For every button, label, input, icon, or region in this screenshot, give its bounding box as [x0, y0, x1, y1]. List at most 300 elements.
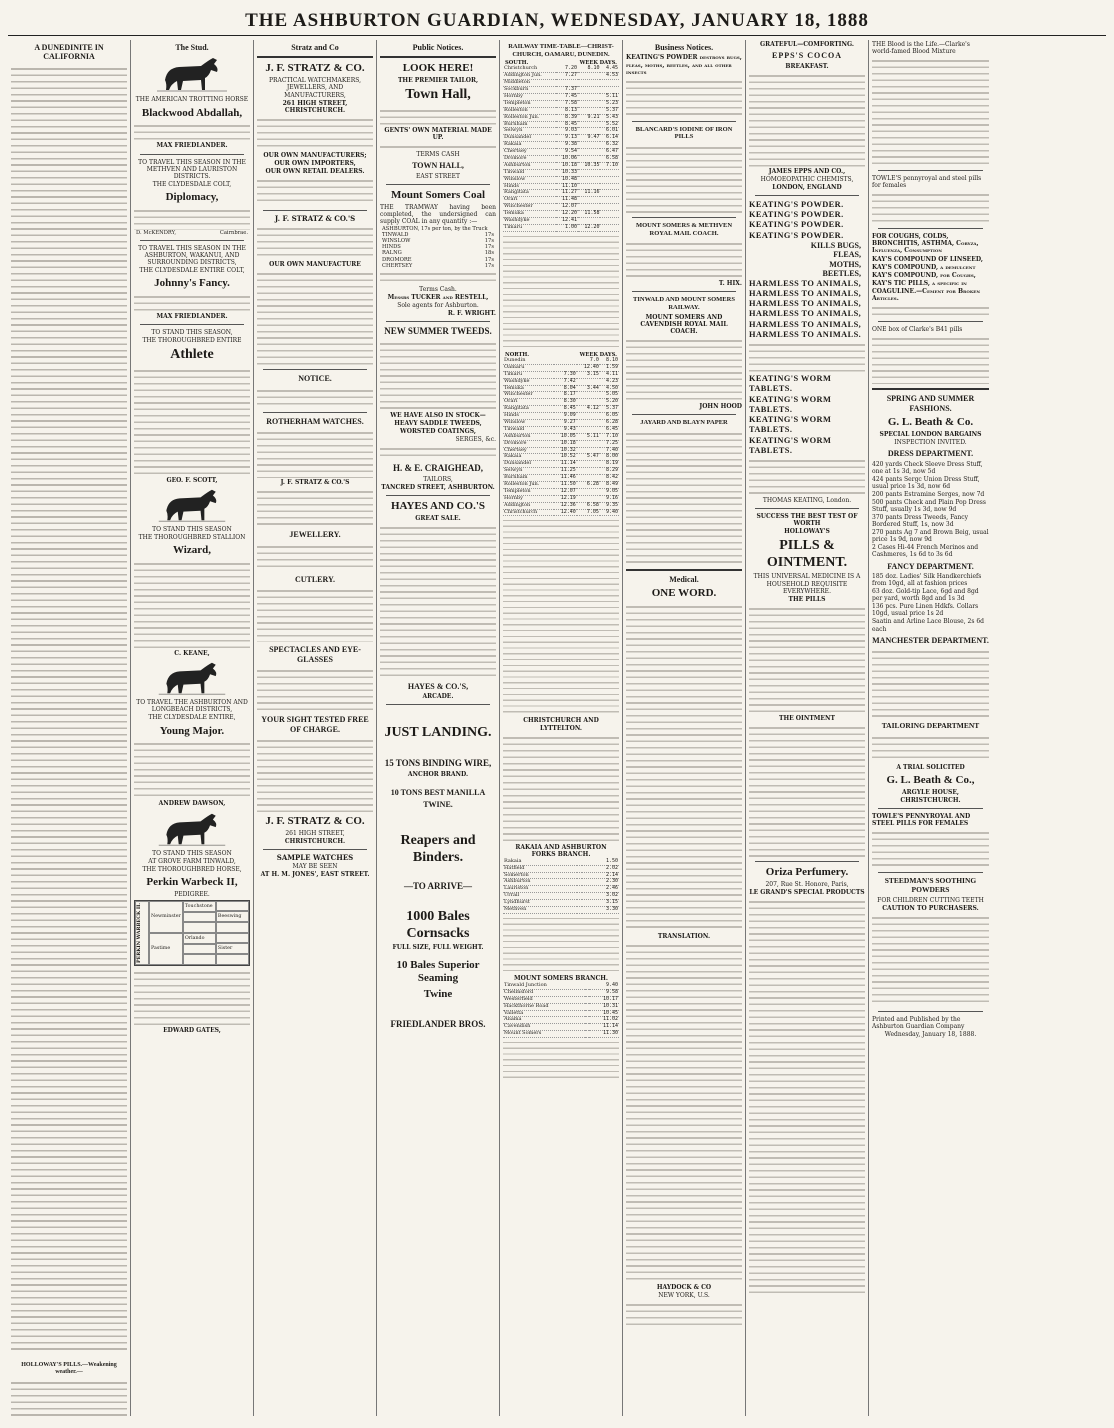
departure-time	[600, 204, 619, 211]
station-name: Rangitata	[503, 190, 556, 197]
harmless-list	[749, 279, 865, 341]
jewellery-heading: JEWELLERY.	[289, 530, 341, 540]
coal-destination: ASHBURTON, 17s per ton, by the Truck	[382, 225, 488, 232]
tailoring-body	[872, 733, 989, 763]
departure-time: 11.50	[554, 481, 577, 488]
fancy-line: 136 pcs. Pure Linen Hdkfs. Collars 10gd, usual price 1s 2d	[872, 603, 979, 618]
divider	[878, 1011, 983, 1012]
coal-price: 18s	[484, 250, 494, 257]
timetable-row	[503, 502, 619, 509]
departure-time: 11.46	[554, 475, 577, 482]
steedman-sub: FOR CHILDREN CUTTING TEETH	[877, 896, 984, 904]
departure-time: 4.50	[600, 385, 619, 392]
keatings-line: KEATING'S POWDER.	[749, 230, 844, 240]
departure-time: 8.42	[600, 475, 619, 482]
gents-material: GENTS' OWN MATERIAL MADE UP.	[384, 127, 492, 142]
divider	[386, 184, 490, 185]
departure-time: 6.45	[600, 426, 619, 433]
station-name: Westerfield	[503, 996, 585, 1003]
stud7-pedigree-label: PEDIGREE.	[174, 890, 210, 898]
pedigree-dam-dam: Sister	[216, 943, 249, 954]
craighead-sub: TAILORS,	[423, 475, 453, 483]
coal-terms: Terms Cash.	[419, 285, 457, 293]
stratz-big-addr: 261 HIGH STREET,	[285, 829, 345, 837]
stratz-heading: Stratz and Co	[291, 43, 339, 52]
coal-destination: HINDS	[382, 244, 401, 251]
divider	[632, 291, 736, 292]
departure-time: 5.43	[600, 114, 619, 121]
station-name: Anama	[503, 1017, 585, 1024]
rotherham-body	[257, 428, 373, 478]
departure-time	[600, 211, 619, 218]
full-size: FULL SIZE, FULL WEIGHT.	[392, 944, 484, 952]
station-name: Hackthorne Road	[503, 1003, 585, 1010]
station-name: Rolleston Jun.	[503, 114, 556, 121]
coal-body	[380, 269, 496, 285]
tramway-notice: THE TRAMWAY having been completed, the undersigned can supply COAL in any quantity :—	[380, 203, 496, 225]
departure-time	[578, 100, 600, 107]
stud7-place: AT GROVE FARM TINWALD,	[148, 857, 236, 865]
coal-agents-sub: Sole agents for Ashburton.	[397, 301, 479, 309]
trial-solicited: A TRIAL SOLICITED	[896, 763, 965, 771]
station-name: Winslow	[503, 419, 554, 426]
tablets-line: KEATING'S WORM TABLETS.	[749, 394, 832, 414]
station-name: Washdyke	[503, 378, 554, 385]
station-name: Templeton	[503, 100, 556, 107]
timetable-row	[503, 1031, 619, 1038]
stud2-title: TO TRAVEL THIS SEASON IN THE METHVEN AND LAURISTON DISTRICTS.	[138, 158, 246, 180]
departure-time: 9.40	[589, 983, 619, 989]
departure-time	[600, 183, 619, 190]
departure-time: 10.18	[554, 440, 577, 447]
rakaia-timetable	[503, 859, 619, 914]
departure-time: 6.58	[577, 502, 600, 509]
hayes-body	[380, 523, 496, 679]
fancy-line: 63 doz. Gold-tip Lace, 6gd and 8gd per yard, worth 8gd and 1s 3d	[872, 588, 979, 603]
friedlander: FRIEDLANDER BROS.	[390, 1019, 486, 1030]
station-name: Washdyke	[503, 218, 556, 225]
stud4-title: TO STAND THIS SEASON,	[151, 329, 233, 337]
tailor-body-2	[380, 142, 496, 150]
towle-2-body	[872, 828, 989, 868]
station-name: Chertsey	[503, 447, 554, 454]
divider	[878, 321, 983, 322]
departure-time: 10.33	[556, 169, 578, 176]
timetable-row	[503, 509, 619, 516]
article-heading: A DUNEDINITE IN CALIFORNIA	[34, 43, 104, 62]
departure-time	[578, 176, 600, 183]
station-name: Dunsandel	[503, 135, 556, 142]
pedigree-cell	[216, 933, 249, 944]
station-name: Middleton	[503, 80, 556, 87]
station-name: Dromore	[503, 440, 554, 447]
pedigree-dam: Pastime	[149, 933, 183, 965]
dress-line: 500 pants Check and Plain Pop Dress Stuff, usually 1s 3d, now 9d	[872, 498, 986, 513]
dress-line: 420 yards Check Sleeve Dress Stuff, one at 1s 3d, now 5d	[872, 460, 983, 475]
departure-time: 9.47	[578, 135, 600, 142]
stratz-firm: J. F. STRATZ & CO.	[265, 62, 365, 75]
departure-time	[578, 149, 600, 156]
station-name: Methven	[503, 906, 577, 913]
departure-time: 2.46	[582, 886, 619, 893]
pills-ointment: PILLS & OINTMENT.	[766, 538, 848, 570]
haydock-address: NEW YORK, U.S.	[658, 1292, 710, 1300]
somers-timetable	[503, 983, 619, 1038]
departure-time: 7.20	[556, 66, 578, 72]
departure-time: 12.41	[556, 218, 578, 225]
tinwald-heading: TINWALD AND MOUNT SOMERS RAILWAY.	[633, 296, 735, 312]
coach-heading: MOUNT SOMERS & METHVEN ROYAL MAIL COACH.	[635, 221, 733, 237]
divider	[632, 121, 736, 122]
pedigree-table	[134, 900, 250, 966]
stud4-name: Athlete	[170, 347, 214, 363]
departure-time: 9.35	[600, 502, 619, 509]
coaguline: COAGULINE.—Cement for Broken Articles.	[872, 287, 981, 302]
divider	[263, 369, 367, 370]
stud3-body	[134, 292, 250, 312]
station-name: Cavendish	[503, 1024, 585, 1031]
coal-price: 17s	[484, 244, 494, 251]
stratz-body-5	[257, 487, 373, 527]
oriza-address: 207, Rue St. Honore, Paris,	[765, 880, 849, 888]
universal-medicine: THIS UNIVERSAL MEDICINE IS A HOUSEHOLD REQUISITE EVERYWHERE.	[753, 573, 861, 595]
departure-time: 8.45	[554, 406, 577, 413]
station-name: Urrall	[503, 893, 577, 900]
departure-time: 10.17	[589, 996, 619, 1003]
jayard-body	[626, 429, 742, 565]
tweeds-body	[380, 339, 496, 411]
departure-time: 8.49	[600, 481, 619, 488]
departure-time: 6.05	[600, 413, 619, 420]
masthead-title: THE ASHBURTON GUARDIAN, WEDNESDAY, JANUARY 18, 1888	[245, 9, 869, 31]
week-days-label: WEEK DAYS.	[579, 60, 617, 67]
station-name: Temuka	[503, 385, 554, 392]
blancard-heading: BLANCARD'S IODINE OF IRON PILLS	[635, 125, 733, 141]
departure-time: 2.02	[582, 865, 619, 872]
binding-wire: 15 TONS BINDING WIRE,	[384, 757, 492, 768]
departure-time: 12.19	[554, 495, 577, 502]
departure-time	[578, 197, 600, 204]
own-make: OUR OWN MANUFACTURE	[269, 261, 361, 269]
spring-fashions: SPRING AND SUMMER FASHIONS.	[886, 394, 975, 413]
timetable-row	[503, 378, 619, 385]
stratz-cos: J. F. STRATZ & CO.'S	[274, 214, 356, 224]
column-7	[746, 40, 869, 1416]
departure-time	[600, 190, 619, 197]
departure-time: 4.12	[577, 406, 600, 413]
harmless-line: HARMLESS TO ANIMALS,	[749, 319, 862, 329]
keating-body	[626, 77, 742, 117]
departure-time: 11.27	[556, 190, 578, 197]
departure-time: 11.14	[554, 461, 577, 468]
departure-time: 5.23	[600, 100, 619, 107]
departure-time: 8.10	[600, 358, 619, 364]
coach-body	[626, 239, 742, 279]
divider	[755, 861, 859, 862]
kays-line: KAY'S COMPOUND, for Coughs,	[872, 271, 976, 279]
the-ointment: THE OINTMENT	[779, 714, 835, 722]
departure-time: 7.58	[556, 100, 578, 107]
notice-heading: NOTICE.	[298, 374, 332, 384]
cavendish-signature: JOHN HOOD	[699, 402, 742, 410]
in-stock: WE HAVE ALSO IN STOCK—	[390, 411, 486, 419]
horse-icon	[157, 810, 227, 848]
horse-icon	[157, 486, 227, 524]
departure-time: 12.07	[556, 204, 578, 211]
station-name: Christchurch	[503, 509, 554, 516]
stud4-body	[134, 366, 250, 476]
double-rule	[380, 56, 496, 58]
stud4-contact: GEO. F. SCOTT,	[166, 477, 218, 484]
sight-body	[257, 736, 373, 812]
coach-signature: T. HIX.	[718, 280, 742, 288]
twine: TWINE.	[423, 800, 453, 810]
towle-pills: TOWLE'S pennyroyal and steel pills for females	[872, 175, 982, 190]
double-rule	[257, 56, 373, 58]
departure-time: 12.36	[554, 502, 577, 509]
station-name: Dunsandel	[503, 461, 554, 468]
divider	[386, 704, 490, 705]
coal-price: 17s	[484, 256, 494, 263]
station-name: Valletta	[503, 1010, 585, 1017]
station-name: Rakaia	[503, 142, 556, 149]
departure-time: 6.32	[600, 142, 619, 149]
stud1-body	[134, 121, 250, 141]
departure-time: 7.45	[556, 94, 578, 101]
argyle-house: ARGYLE HOUSE,	[901, 788, 960, 796]
departure-time: 5.47	[577, 454, 600, 461]
departure-time: 2.30	[582, 879, 619, 886]
pills-body	[749, 604, 865, 714]
departure-time: 9.03	[556, 128, 578, 135]
masthead	[8, 10, 1106, 36]
oriza-sub: LE GRAND'S SPECIAL PRODUCTS	[749, 888, 865, 896]
fancy-line: Saatin and Arline Lace Blouse, 2s 6d each	[872, 618, 985, 633]
stud5-sub: THE THOROUGHBRED STALLION	[138, 534, 246, 542]
departure-time	[577, 392, 600, 399]
in-stock-2: HEAVY SADDLE TWEEDS,	[394, 419, 482, 427]
stratz-sub: PRACTICAL WATCHMAKERS, JEWELLERS, AND MANUFACTURERS,	[268, 77, 362, 99]
station-name: Chertsey	[503, 149, 556, 156]
kills-bugs: KILLS BUGS,	[810, 240, 861, 250]
harmless-line: HARMLESS TO ANIMALS,	[749, 278, 862, 288]
coal-destination: RALNG	[382, 250, 402, 257]
stratz-big-city: CHRISTCHURCH.	[284, 837, 346, 845]
stud5-name: Wizard,	[173, 544, 211, 557]
double-rule	[872, 388, 989, 390]
fancy-dept: FANCY DEPARTMENT.	[887, 561, 974, 571]
lyttelton-body	[503, 733, 619, 843]
station-name: Christchurch	[503, 66, 556, 72]
manchester-body	[872, 647, 989, 719]
stratz-address: 261 HIGH STREET, CHRISTCHURCH.	[282, 99, 348, 114]
station-name: Hinds	[503, 183, 556, 190]
oriza-heading: Oriza Perfumery.	[765, 865, 849, 878]
departure-time: 9.38	[556, 142, 578, 149]
timetable-row	[503, 190, 619, 197]
harmless-line: HARMLESS TO ANIMALS,	[749, 299, 862, 309]
medical-body	[626, 602, 742, 932]
departure-time	[577, 461, 600, 468]
pedigree-cell	[216, 954, 249, 965]
in-stock-4: SERGES, &c.	[455, 435, 496, 443]
stud1-contact: MAX FRIEDLANDER.	[156, 142, 228, 150]
departure-time	[578, 121, 600, 128]
divider	[878, 228, 983, 229]
departure-time: 9.16	[600, 495, 619, 502]
hayes-heading: HAYES AND CO.'S	[390, 499, 486, 512]
station-name: Burnham	[503, 475, 554, 482]
departure-time: 9.05	[600, 488, 619, 495]
reapers-binders: Reapers and Binders.	[400, 833, 476, 865]
divider	[755, 508, 859, 509]
station-name: Dunedin	[503, 358, 554, 364]
departure-time: 5.37	[600, 107, 619, 114]
keatings-line: KEATING'S POWDER.	[749, 199, 844, 209]
somers-branch: MOUNT SOMERS BRANCH.	[513, 974, 609, 982]
coal-destination: WINSLOW	[382, 238, 411, 245]
departure-time: 5.11	[600, 94, 619, 101]
pedigree-granddam: Beeswing	[216, 911, 249, 922]
departure-time: 7.27	[556, 73, 578, 80]
pedigree-grandsire: Touchstone	[183, 901, 216, 912]
kills-beetles: BEETLES,	[822, 269, 861, 279]
kays-line: KAY'S COMPOUND, a demulcent	[872, 263, 976, 271]
departure-time: 12.40	[554, 509, 577, 516]
tweeds-heading: NEW SUMMER TWEEDS.	[384, 326, 492, 337]
station-name: Hatfield	[503, 865, 577, 872]
departure-time	[600, 169, 619, 176]
manchester-dept: MANCHESTER DEPARTMENT.	[872, 635, 989, 645]
pedigree-cell	[183, 912, 216, 923]
timetable-row	[503, 440, 619, 447]
divider	[386, 495, 490, 496]
departure-time	[578, 80, 600, 87]
tailor-body	[380, 106, 496, 126]
departure-time: 8.39	[556, 114, 578, 121]
departure-time: 3.15	[577, 371, 600, 378]
terms-cash: TERMS CASH	[416, 151, 460, 159]
rakaia-branch: RAKAIA AND ASHBURTON FORKS BRANCH.	[515, 843, 607, 858]
timetable-more-2	[503, 516, 619, 716]
ointment-body	[749, 723, 865, 857]
departure-time: 8.45	[556, 121, 578, 128]
departure-time: 7.05	[577, 509, 600, 516]
departure-time: 4.23	[600, 378, 619, 385]
column-6	[623, 40, 746, 1416]
departure-time	[577, 413, 600, 420]
station-name: Hornby	[503, 94, 556, 101]
arcade: ARCADE.	[422, 693, 454, 701]
translation-heading: TRANSLATION.	[657, 933, 711, 941]
departure-time: 2.14	[582, 872, 619, 879]
coal-price: 17s	[484, 232, 494, 239]
epps-body	[749, 71, 865, 167]
timetable-row	[503, 865, 619, 872]
caution: CAUTION TO PURCHASERS.	[882, 905, 979, 913]
stud3-title: TO TRAVEL THIS SEASON IN THE ASHBURTON, WAKANUI, AND SURROUNDING DISTRICTS,	[138, 244, 246, 267]
beath-2: G. L. Beath & Co.,	[886, 773, 975, 786]
timetable-row	[503, 406, 619, 413]
east-street: EAST STREET	[415, 172, 461, 180]
north-timetable	[503, 358, 619, 516]
station-name: Somerton	[503, 872, 577, 879]
departure-time	[600, 218, 619, 225]
blancard-body	[626, 143, 742, 213]
steedman-body	[872, 913, 989, 1007]
departure-time: 9.58	[589, 989, 619, 996]
departure-time: 11.25	[554, 468, 577, 475]
harmless-line: HARMLESS TO ANIMALS,	[749, 309, 862, 319]
spectacles-heading: SPECTACLES AND EYE-GLASSES	[269, 645, 361, 664]
station-name: Rolleston Jun.	[503, 481, 554, 488]
departure-time: 5.20	[600, 399, 619, 406]
divider	[755, 195, 859, 196]
rotherham-heading: ROTHERHAM WATCHES.	[266, 416, 364, 426]
town-hall-2: TOWN HALL,	[412, 161, 464, 171]
departure-time	[600, 197, 619, 204]
dress-lines	[872, 461, 989, 559]
stud6-contact: ANDREW DAWSON,	[158, 800, 226, 808]
divider	[263, 849, 367, 850]
week-days-label-2: WEEK DAYS.	[579, 351, 617, 358]
blood-body	[872, 56, 989, 166]
departure-time: 3.44	[577, 385, 600, 392]
departure-time: 7.42	[554, 378, 577, 385]
dress-line: 370 pants Dress Tweeds, Fancy Bordered Stuff, 1s, now 3d	[872, 514, 969, 529]
departure-time	[578, 142, 600, 149]
departure-time	[577, 488, 600, 495]
oriza-body	[749, 897, 865, 1297]
departure-time	[577, 419, 600, 426]
premier-tailor: THE PREMIER TAILOR,	[397, 77, 479, 85]
departure-time: 9.09	[554, 413, 577, 420]
tablets-line: KEATING'S WORM TABLETS.	[749, 374, 832, 394]
cutlery-heading: CUTLERY.	[294, 574, 336, 584]
harmless-line: HARMLESS TO ANIMALS.	[749, 329, 862, 339]
timetable-more	[503, 232, 619, 352]
departure-time: 8.29	[600, 468, 619, 475]
town-hall: Town Hall,	[405, 87, 471, 103]
station-name: Rolleston	[503, 107, 556, 114]
cornsacks: 1000 Bales Cornsacks	[406, 909, 470, 941]
breakfast: BREAKFAST.	[785, 62, 829, 70]
coal-signature: R. F. WRIGHT.	[447, 310, 496, 318]
stud1-title: THE AMERICAN TROTTING HORSE	[135, 96, 249, 104]
departure-time: 10.45	[589, 1010, 619, 1017]
christchurch: CHRISTCHURCH.	[900, 797, 961, 805]
departure-time	[578, 73, 600, 80]
departure-time: 12.20	[556, 211, 578, 218]
keatings-list	[749, 200, 865, 241]
column-4	[377, 40, 500, 1416]
station-name: Mount Somers	[503, 1031, 585, 1038]
departure-time: 6.28	[577, 481, 600, 488]
steedman: STEEDMAN'S SOOTHING POWDERS	[884, 876, 977, 895]
stud4-sub: THE THOROUGHBRED ENTIRE	[142, 337, 242, 345]
translation-body	[626, 941, 742, 1283]
kays-list	[872, 256, 989, 287]
coal-destination: DROMORE	[382, 256, 412, 263]
departure-time: 3.15	[582, 900, 619, 907]
station-name: Winchester	[503, 204, 556, 211]
pedigree-cell	[216, 922, 249, 933]
divider	[263, 412, 367, 413]
coal-destination: TINWALD	[382, 232, 409, 239]
pedigree-cell	[183, 954, 216, 965]
stud1-name: Blackwood Abdallah,	[141, 106, 243, 119]
station-name: Selwyn	[503, 468, 554, 475]
